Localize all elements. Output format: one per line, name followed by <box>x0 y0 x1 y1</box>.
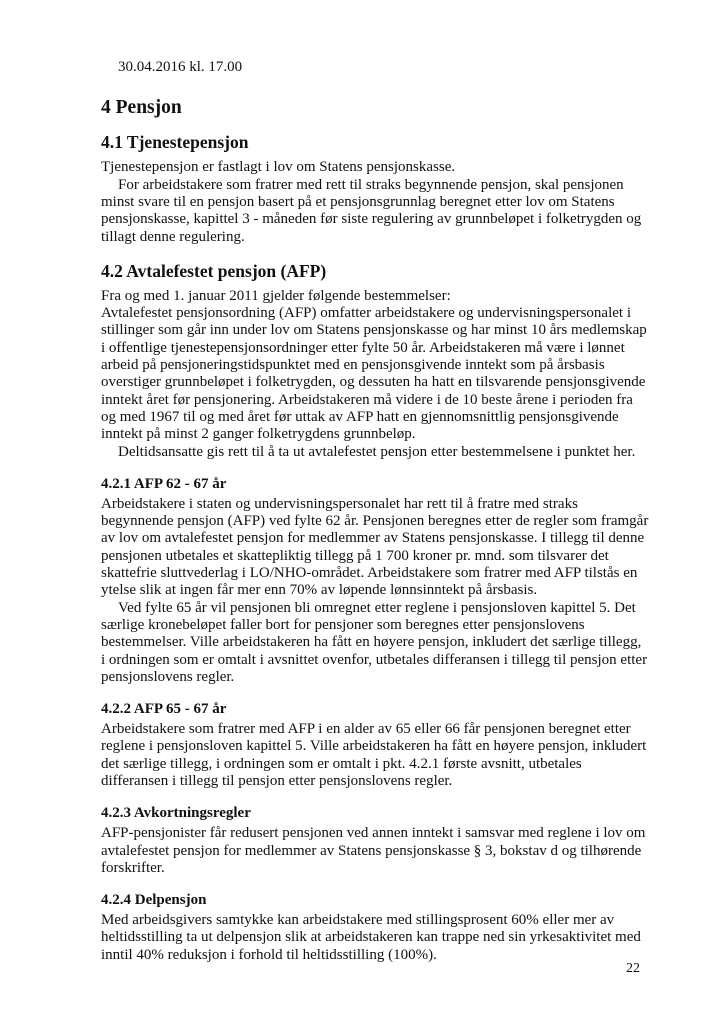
section-4-1-title: 4.1 Tjenestepensjon <box>101 132 249 153</box>
section-4-1-paragraph-2: For arbeidstakere som fratrer med rett til straks begynnende pensjon, skal pensjonen minst svare til en pensjon basert på et pensjonsgrunnlag beregnet etter lov om Statens pensjonskasse, kapittel 3 - måneden før siste regulering av grunnbeløpet i folketrygden og tillagt denne regulering. <box>101 176 642 245</box>
section-4-2-4-title: 4.2.4 Delpensjon <box>101 892 207 909</box>
section-4-1 <box>101 132 649 245</box>
section-4-2-3-title: 4.2.3 Avkortningsregler <box>101 805 251 822</box>
section-4-2-4 <box>101 891 649 964</box>
section-4-2-1-title: 4.2.1 AFP 62 - 67 år <box>101 475 227 492</box>
section-4-2-4-paragraph-1: Med arbeidsgivers samtykke kan arbeidstakere med stillingsprosent 60% eller mer av heltidsstilling ta ut delpensjon slik at arbeidstakeren kan trappe ned sin yrkesaktivitet med inntil 40% reduksjon i forhold til heltidsstilling (100%). <box>101 912 641 963</box>
section-4-2-paragraph-3: Deltidsansatte gis rett til å ta ut avtalefestet pensjon etter bestemmelsene i punktet her. <box>118 443 636 460</box>
section-4-2 <box>101 261 649 461</box>
header-date: 30.04.2016 kl. 17.00 <box>118 59 243 75</box>
section-4-2-2 <box>101 700 649 790</box>
chapter-title: 4 Pensjon <box>101 97 182 118</box>
section-4-2-2-title: 4.2.2 AFP 65 - 67 år <box>101 701 227 718</box>
section-4-2-paragraph-1: Fra og med 1. januar 2011 gjelder følgende bestemmelser: <box>101 287 451 304</box>
section-4-1-paragraph-1: Tjenestepensjon er fastlagt i lov om Statens pensjonskasse. <box>101 159 456 176</box>
section-4-2-1-paragraph-1: Arbeidstakere i staten og undervisningspersonalet har rett til å fratre med straks begynnende pensjon (AFP) ved fylte 62 år. Pensjonen beregnes etter de regler som framgår av lov om avtalefestet pensjon for medlemmer av Statens pensjonskasse. I tillegg til denne pensjonen utbetales et skattepliktig tillegg på 1 700 kroner pr. mnd. som tilsvarer det skattefrie sluttvederlag i LO/NHO-området. Arbeidstakere som fratrer med AFP tilstås en ytelse slik at ingen får mer enn 70% av løpende lønnsinntekt på årsbasis. <box>101 495 649 599</box>
section-4-2-3 <box>101 804 649 877</box>
section-4-2-1 <box>101 475 649 686</box>
page-number: 22 <box>626 961 640 976</box>
page-content <box>101 96 649 964</box>
section-4-2-1-paragraph-2: Ved fylte 65 år vil pensjonen bli omregnet etter reglene i pensjonsloven kapittel 5. Det særlige kronebeløpet faller bort for pensjoner som beregnes etter pensjonslovens bestemmelser. Ville arbeidstakeren ha fått en høyere pensjon, inkludert det særlige tillegg, i ordningen som er omtalt i avsnittet ovenfor, utbetales differansen i tillegg til pensjon etter pensjonslovens regler. <box>101 599 648 685</box>
section-4-2-paragraph-2: Avtalefestet pensjonsordning (AFP) omfatter arbeidstakere og undervisningspersonalet i stillinger som går inn under lov om Statens pensjonskasse og har minst 10 års medlemskap i offentlige tjenestepensjonsordninger etter fylte 50 år. Arbeidstakeren må være i lønnet arbeid på pensjoneringstidspunktet med en pensjonsgivende inntekt som på årsbasis overstiger grunnbeløpet i folketrygden, og dessuten ha hatt en tilsvarende pensjonsgivende inntekt året før pensjonering. Arbeidstakeren må videre i de 10 beste årene i perioden fra og med 1967 til og med året før uttak av AFP hatt en gjennomsnittlig pensjonsgivende inntekt på minst 2 ganger folketrygdens grunnbeløp. <box>101 305 647 443</box>
section-4-2-2-paragraph-1: Arbeidstakere som fratrer med AFP i en alder av 65 eller 66 får pensjonen beregnet etter reglene i pensjonsloven kapittel 5. Ville arbeidstakeren ha fått en høyere pensjon, inkludert det særlige tillegg, i ordningen som er omtalt i pkt. 4.2.1 første avsnitt, utbetales differansen i tillegg til pensjon etter pensjonslovens regler. <box>101 721 647 789</box>
section-4-2-3-paragraph-1: AFP-pensjonister får redusert pensjonen ved annen inntekt i samsvar med reglene i lov om avtalefestet pensjon for medlemmer av Statens pensjonskasse § 3, bokstav d og tilhørende forskrifter. <box>101 825 646 876</box>
section-4-2-title: 4.2 Avtalefestet pensjon (AFP) <box>101 260 327 281</box>
